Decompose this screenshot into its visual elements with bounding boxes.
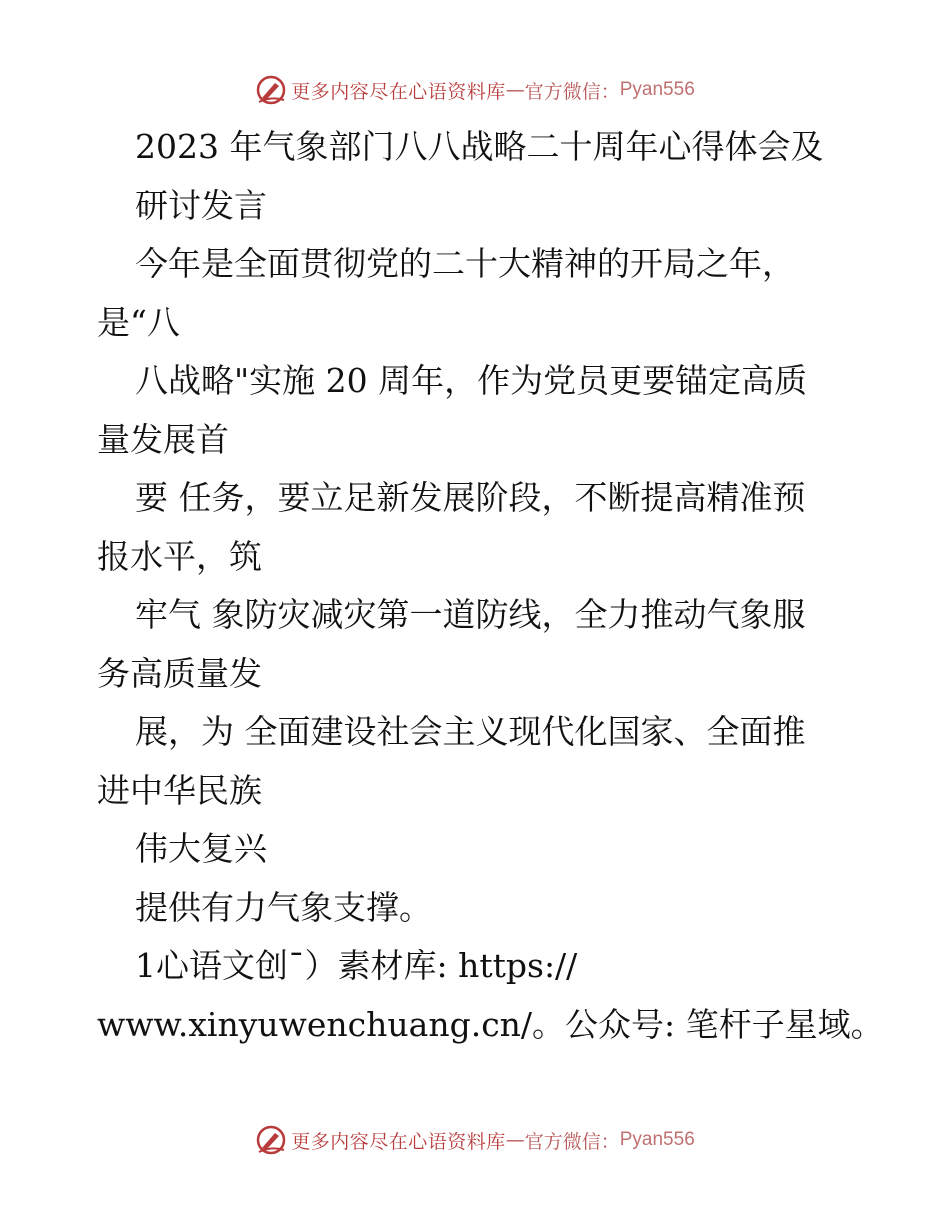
paragraph-line: 是“八 bbox=[97, 302, 180, 342]
pen-circle-logo-icon bbox=[255, 74, 287, 106]
header-watermark bbox=[0, 70, 950, 110]
watermark-handle: Pyan556 bbox=[619, 79, 695, 100]
paragraph-line: 务高质量发 bbox=[97, 653, 262, 693]
paragraph-line: 要 任务，要立足新发展阶段，不断提高精准预 bbox=[135, 478, 806, 517]
watermark-handle: Pyan556 bbox=[619, 1129, 695, 1150]
paragraph-line: 提供有力气象支撑。 bbox=[135, 887, 432, 927]
watermark-label: 官方微信： bbox=[524, 80, 620, 103]
source-url-line: www.xinyuwenchuang.cn/。公众号: 笔杆子星域。 bbox=[97, 1004, 884, 1044]
paragraph-line: 伟大复兴 bbox=[135, 829, 267, 868]
paragraph-line: 进中华民族 bbox=[97, 770, 262, 810]
pen-circle-logo-icon bbox=[255, 1124, 287, 1156]
watermark-label: 官方微信： bbox=[524, 1130, 620, 1153]
paragraph-line: 今年是全面贯彻党的二十大精神的开局之年， bbox=[135, 244, 795, 283]
watermark-site-text: 更多内容尽在心语资料库 bbox=[291, 1130, 506, 1153]
watermark-dash: — bbox=[505, 79, 525, 101]
title-line-2: 研讨发言 bbox=[135, 185, 267, 225]
watermark-site-text: 更多内容尽在心语资料库 bbox=[291, 80, 506, 103]
paragraph-line: 报水平，筑 bbox=[97, 536, 262, 576]
paragraph-line: 牢气 象防灾减灾第一道防线，全力推动气象服 bbox=[135, 595, 806, 634]
paragraph-line: 展，为 全面建设社会主义现代化国家、全面推 bbox=[135, 712, 806, 751]
document-body bbox=[97, 118, 884, 1054]
source-line: 1心语文创¯）素材库: https:// bbox=[135, 946, 578, 985]
paragraph-line: 量发展首 bbox=[97, 419, 229, 459]
watermark-dash: — bbox=[505, 1129, 525, 1151]
footer-watermark bbox=[0, 1120, 950, 1160]
title-line-1: 2023 年气象部门八八战略二十周年心得体会及 bbox=[135, 127, 824, 166]
paragraph-line: 八战略"实施 20 周年，作为党员更要锚定高质 bbox=[135, 361, 808, 400]
